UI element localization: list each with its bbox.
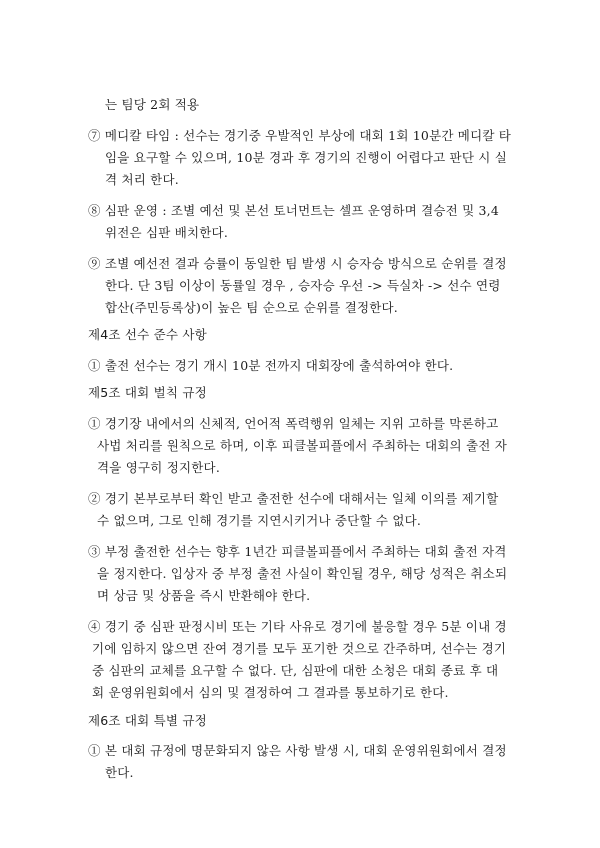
article-6-item-1: ① 본 대회 규정에 명문화되지 않은 사항 발생 시, 대회 운영위원회에서 결정 bbox=[88, 743, 507, 758]
article-5-item-2: ② 경기 본부로부터 확인 받고 출전한 선수에 대해서는 일체 이의를 제기할 bbox=[88, 491, 499, 506]
rule-7-medical-time-line3: 격 처리 한다. bbox=[105, 172, 179, 187]
article-6-heading: 제6조 대회 특별 규정 bbox=[88, 713, 207, 728]
rule-9-ranking-line2: 한다. 단 3팀 이상이 동률일 경우 , 승자승 우선 -> 득실차 -> 선수 연령 bbox=[105, 278, 501, 293]
article-5-item-3: ③ 부정 출전한 선수는 향후 1년간 피클볼피플에서 주최하는 대회 출전 자격 bbox=[88, 544, 507, 559]
article-5-item-1-line3: 격을 영구히 정지한다. bbox=[97, 460, 220, 475]
article-6-item-1-line2: 한다. bbox=[105, 765, 134, 780]
rule-7-medical-time: ⑦ 메디칼 타임 : 선수는 경기중 우발적인 부상에 대회 1회 10분간 메디칼 타 bbox=[88, 128, 512, 143]
rule-8-referee: ⑧ 심판 운영 : 조별 예선 및 본선 토너먼트는 셀프 운영하며 결승전 및 3,4 bbox=[88, 203, 499, 218]
article-5-item-4-line2: 기에 임하지 않으면 잔여 경기를 모두 포기한 것으로 간주하며, 선수는 경기 bbox=[92, 641, 507, 656]
continuation-line: 는 팀당 2회 적용 bbox=[105, 97, 200, 112]
article-5-item-4: ④ 경기 중 심판 판정시비 또는 기타 사유로 경기에 불응할 경우 5분 이내 경 bbox=[88, 619, 507, 634]
article-5-item-4-line4: 회 운영위원회에서 심의 및 결정하여 그 결과를 통보하기로 한다. bbox=[92, 685, 449, 700]
article-4-heading: 제4조 선수 준수 사항 bbox=[88, 327, 207, 342]
article-5-heading: 제5조 대회 벌칙 규정 bbox=[88, 385, 207, 400]
article-5-item-1: ① 경기장 내에서의 신체적, 언어적 폭력행위 일체는 지위 고하를 막론하고 bbox=[88, 416, 499, 431]
article-5-item-2-line2: 수 없으며, 그로 인해 경기를 지연시키거나 중단할 수 없다. bbox=[97, 513, 422, 528]
rule-9-ranking-line3: 합산(주민등록상)이 높은 팀 순으로 순위를 결정한다. bbox=[105, 300, 398, 315]
article-5-item-1-line2: 사법 처리를 원칙으로 하며, 이후 피클볼피플에서 주최하는 대회의 출전 자 bbox=[97, 438, 507, 453]
rule-9-ranking: ⑨ 조별 예선전 결과 승률이 동일한 팀 발생 시 승자승 방식으로 순위를 결정 bbox=[88, 256, 507, 271]
rule-8-referee-line2: 위전은 심판 배치한다. bbox=[105, 225, 228, 240]
article-5-item-3-line2: 을 정지한다. 입상자 중 부정 출전 사실이 확인될 경우, 해당 성적은 취소되 bbox=[97, 566, 508, 581]
article-4-item-1: ① 출전 선수는 경기 개시 10분 전까지 대회장에 출석하여야 한다. bbox=[88, 358, 454, 373]
article-5-item-3-line3: 며 상금 및 상품을 즉시 반환해야 한다. bbox=[97, 588, 311, 603]
article-5-item-4-line3: 중 심판의 교체를 요구할 수 없다. 단, 심판에 대한 소청은 대회 종료 후 대 bbox=[92, 663, 499, 678]
rule-7-medical-time-line2: 임을 요구할 수 있으며, 10분 경과 후 경기의 진행이 어렵다고 판단 시 실 bbox=[105, 150, 507, 165]
